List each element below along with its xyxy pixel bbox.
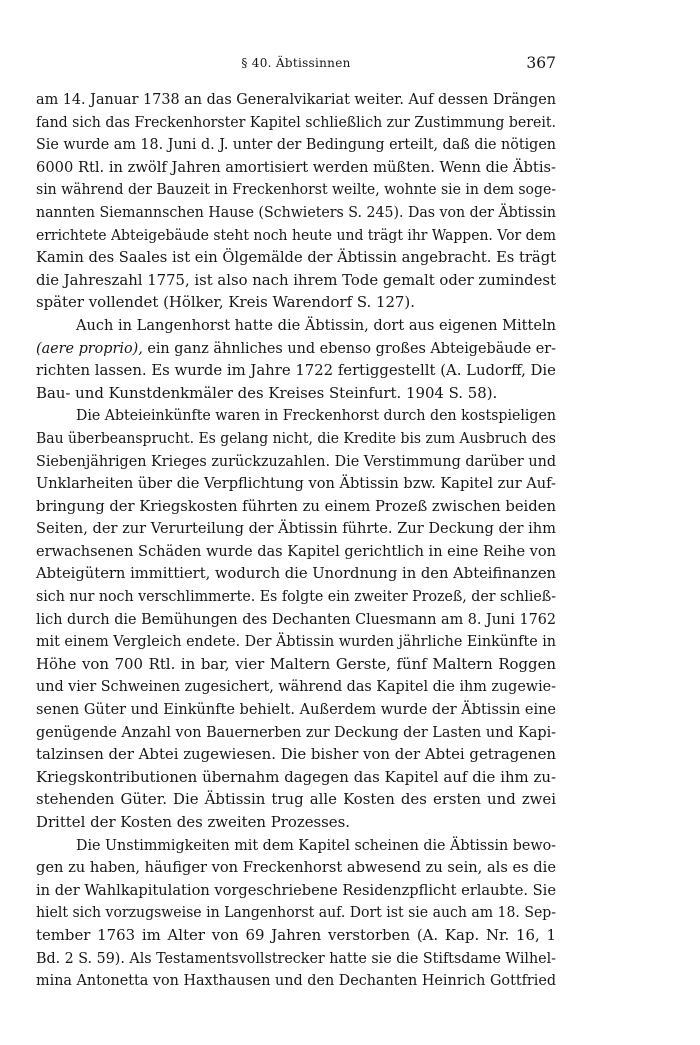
text-line: sich nur noch verschlimmerte. Es folgte ein zweiter Prozeß, der schließ- (36, 587, 557, 606)
text-line: später vollendet (Hölker, Kreis Warendorf S. 127). (36, 293, 415, 312)
text-line: Bau überbeansprucht. Es gelang nicht, die Kredite bis zum Ausbruch des (36, 428, 556, 447)
text-line: 6000 Rtl. in zwölf Jahren amortisiert werden müßten. Wenn die Äbtis- (36, 157, 556, 176)
text-line: nannten Siemannschen Hause (Schwieters S. 245). Das von der Äbtissin (36, 202, 557, 221)
text-line: die Jahreszahl 1775, ist also nach ihrem Tode gemalt oder zumindest (36, 270, 556, 289)
text-line: fand sich das Freckenhorster Kapitel schließlich zur Zustimmung bereit. (36, 112, 556, 131)
text-line: Unklarheiten über die Verpflichtung von Äbtissin bzw. Kapitel zur Auf- (36, 474, 556, 493)
text-line: Abteigütern immittiert, wodurch die Unordnung in den Abteifinanzen (36, 564, 557, 583)
paragraph-3 (36, 404, 556, 833)
text-line: bringung der Kriegskosten führten zu einem Prozeß zwischen beiden (36, 496, 556, 515)
text-line: Seiten, der zur Verurteilung der Äbtissin führte. Zur Deckung der ihm (36, 519, 556, 538)
text-line: Drittel der Kosten des zweiten Prozesses. (36, 813, 350, 831)
paragraph-2 (36, 314, 556, 404)
text-line: gen zu haben, häufiger von Freckenhorst abwesend zu sein, als es die (36, 858, 556, 877)
paragraph-4 (36, 834, 556, 992)
text-line: genügende Anzahl von Bauernerben zur Deckung der Lasten und Kapi- (36, 722, 557, 741)
text-line-with-italic (36, 337, 556, 360)
text-line: senen Güter und Einkünfte behielt. Außerdem wurde der Äbtissin eine (36, 700, 556, 719)
paragraph-1 (36, 88, 556, 314)
text-line: Höhe von 700 Rtl. in bar, vier Maltern Gerste, fünf Maltern Roggen (36, 654, 556, 673)
text-line: Die Abteieinkünfte waren in Freckenhorst durch den kostspieligen (76, 406, 556, 425)
text-line: errichtete Abteigebäude steht noch heute und trägt ihr Wappen. Vor dem (36, 225, 556, 244)
text-line: Bau- und Kunstdenkmäler des Kreises Steinfurt. 1904 S. 58). (36, 383, 498, 402)
book-page (36, 50, 556, 992)
text-line: in der Wahlkapitulation vorgeschriebene Residenzpflicht erlaubte. Sie (36, 880, 556, 899)
text-line: mit einem Vergleich endete. Der Äbtissin wurden jährliche Einkünfte in (36, 632, 556, 651)
text-line: erwachsenen Schäden wurde das Kapitel gerichtlich in eine Reihe von (36, 541, 556, 560)
running-title: § 40. Äbtissinnen (241, 56, 351, 70)
text-line: Siebenjährigen Krieges zurückzuzahlen. Die Verstimmung darüber und (36, 451, 557, 470)
text-line: sin während der Bauzeit in Freckenhorst weilte, wohnte sie in dem soge- (36, 180, 557, 199)
text-line: hielt sich vorzugsweise in Langenhorst auf. Dort ist sie auch am 18. Sep- (36, 903, 556, 922)
page-number: 367 (526, 54, 556, 72)
text-line: Die Unstimmigkeiten mit dem Kapitel scheinen die Äbtissin bewo- (76, 835, 556, 854)
text-line: tember 1763 im Alter von 69 Jahren verstorben (A. Kap. Nr. 16, 1 (36, 925, 556, 944)
text-line: Kriegskontributionen übernahm dagegen das Kapitel auf die ihm zu- (36, 767, 556, 786)
text-line: Auch in Langenhorst hatte die Äbtissin, dort aus eigenen Mitteln (76, 315, 556, 334)
body-text (36, 88, 556, 992)
text-line: mina Antonetta von Haxthausen und den Dechanten Heinrich Gottfried (36, 971, 557, 990)
text-line: talzinsen der Abtei zugewiesen. Die bisher von der Abtei getragenen (36, 745, 556, 764)
text-line-rest: ein ganz ähnliches und ebenso großes Abteigebäude er- (142, 338, 556, 357)
text-line: richten lassen. Es wurde im Jahre 1722 fertiggestellt (A. Ludorff, Die (36, 361, 556, 380)
latin-phrase: (aere proprio), (36, 338, 143, 357)
text-line: am 14. Januar 1738 an das Generalvikariat weiter. Auf dessen Drängen (36, 90, 557, 108)
running-header (36, 50, 556, 76)
text-line: stehenden Güter. Die Äbtissin trug alle Kosten des ersten und zwei (36, 790, 556, 809)
text-line: Sie wurde am 18. Juni d. J. unter der Bedingung erteilt, daß die nötigen (36, 135, 557, 154)
text-line: Kamin des Saales ist ein Ölgemälde der Äbtissin angebracht. Es trägt (36, 248, 556, 267)
text-line: lich durch die Bemühungen des Dechanten Cluesmann am 8. Juni 1762 (36, 609, 557, 628)
text-line: Bd. 2 S. 59). Als Testamentsvollstrecker hatte sie die Stiftsdame Wilhel- (36, 948, 556, 967)
text-line: und vier Schweinen zugesichert, während das Kapitel die ihm zugewie- (36, 677, 556, 696)
